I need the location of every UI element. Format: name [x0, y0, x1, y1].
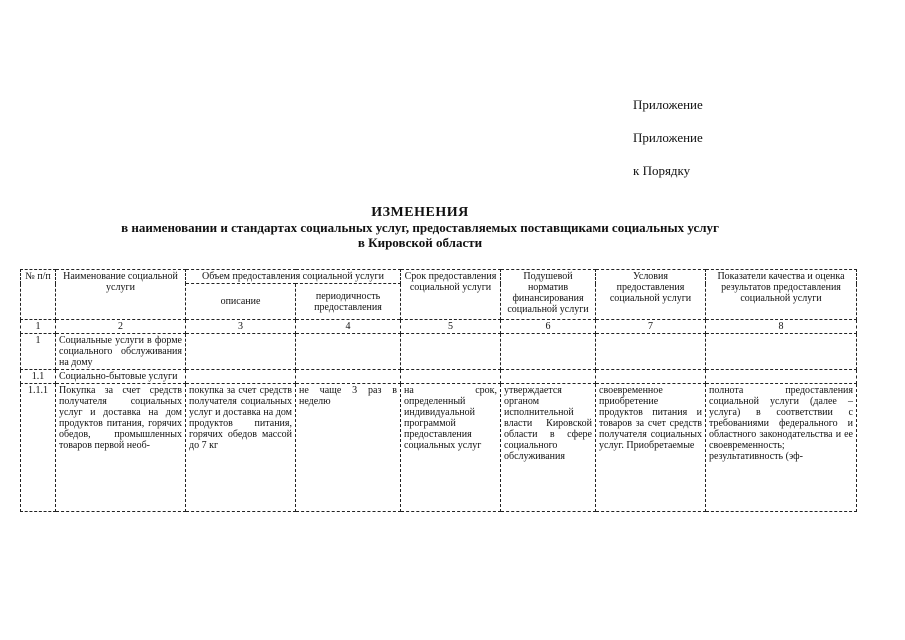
appendix-line-1: Приложение [633, 97, 703, 112]
table-row [21, 334, 857, 370]
header-norm: Подушевой норматив финансирования социальной услуги [501, 270, 596, 320]
row-norm: утверждается органом исполнительной власти Кировской области в сфере социального обслуживания [501, 384, 596, 512]
column-number: 1 [21, 320, 56, 334]
row-description: покупка за счет средств получателя социальных услуг и доставка на дом продуктов питания, горячих обедов массой до 7 кг [186, 384, 296, 512]
document-title [20, 205, 820, 250]
table-row [21, 384, 857, 512]
header-frequency: периодичность предоставления [296, 284, 401, 320]
header-row-1 [21, 270, 857, 284]
column-number: 8 [706, 320, 857, 334]
row-service-name: Социально-бытовые услуги [56, 370, 186, 384]
row-conditions: своевременное приобретение продуктов питания и товаров за счет средств получателя социальных услуг. Приобретаемые [596, 384, 706, 512]
title-subtitle-1: в наименовании и стандартах социальных услуг, предоставляемых поставщиками социальных услуг [121, 220, 719, 235]
row-term: на срок, определенный индивидуальной программой предоставления социальных услуг [401, 384, 501, 512]
column-numbers-row [21, 320, 857, 334]
column-number: 5 [401, 320, 501, 334]
header-num: № п/п [21, 270, 56, 320]
column-number: 4 [296, 320, 401, 334]
title-main: ИЗМЕНЕНИЯ [371, 205, 469, 220]
header-quality: Показатели качества и оценка результатов предоставления социальной услуги [706, 270, 857, 320]
row-service-name: Социальные услуги в форме социального обслуживания на дому [56, 334, 186, 370]
appendix-line-2: Приложение [633, 130, 703, 145]
row-number: 1 [21, 334, 56, 370]
column-number: 2 [56, 320, 186, 334]
table-row [21, 370, 857, 384]
header-conditions: Условия предоставления социальной услуги [596, 270, 706, 320]
row-service-name: Покупка за счет средств получателя социальных услуг и доставка на дом продуктов питания, горячих обедов, промышленных товаров первой необ- [56, 384, 186, 512]
services-table [20, 269, 857, 512]
title-subtitle-2: в Кировской области [357, 235, 483, 250]
header-name: Наименование социальной услуги [56, 270, 186, 320]
header-volume: Объем предоставления социальной услуги [186, 270, 401, 284]
row-quality: полнота предоставления социальной услуги (далее – услуга) в соответствии с требованиями федерального и областного законодательства и ее своевременность; результативность (эф- [706, 384, 857, 512]
header-term: Срок предоставления социальной услуги [401, 270, 501, 320]
row-number: 1.1 [21, 370, 56, 384]
row-number: 1.1.1 [21, 384, 56, 512]
row-frequency: не чаще 3 раз в неделю [296, 384, 401, 512]
column-number: 7 [596, 320, 706, 334]
column-number: 6 [501, 320, 596, 334]
column-number: 3 [186, 320, 296, 334]
appendix-line-3: к Порядку [633, 163, 691, 178]
header-description: описание [186, 284, 296, 320]
